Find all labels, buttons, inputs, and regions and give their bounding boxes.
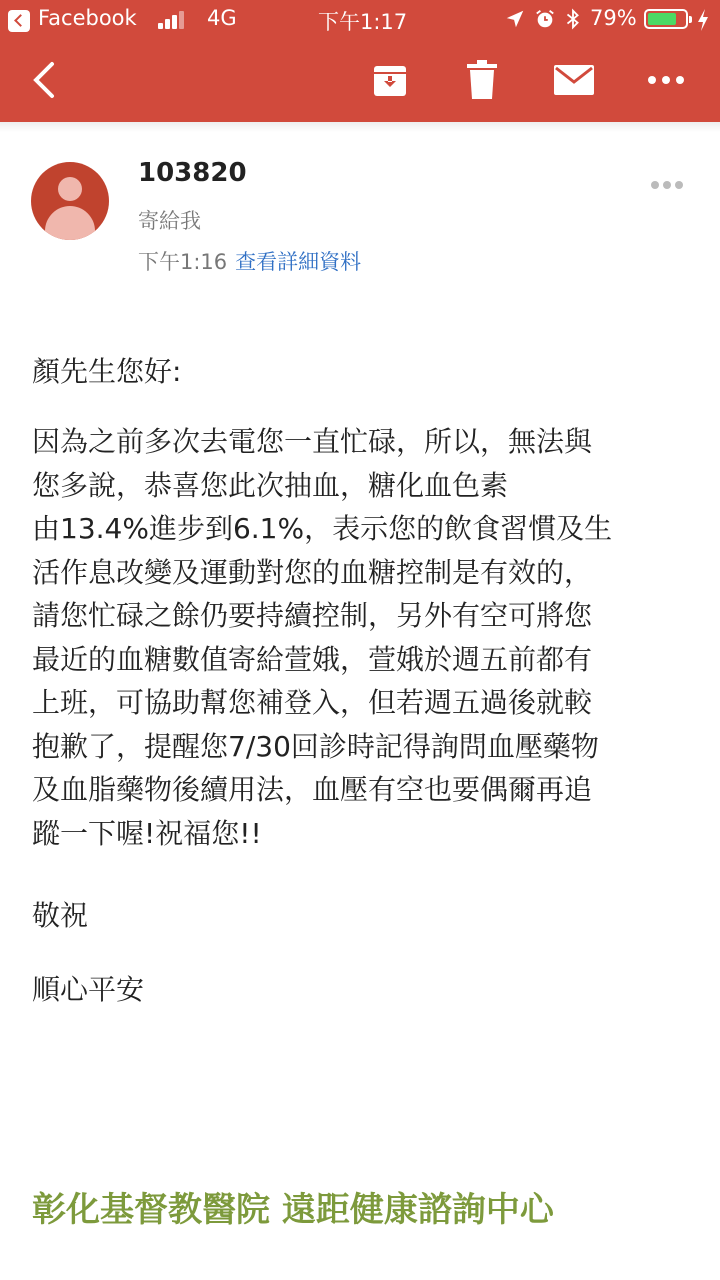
signal-icon bbox=[158, 11, 188, 29]
body-line: 及血脂藥物後續用法，血壓有空也要偶爾再追 bbox=[32, 773, 593, 806]
closing-line-2: 順心平安 bbox=[32, 973, 145, 1006]
signature: 彰化基督教醫院 遠距健康諮詢中心 bbox=[32, 1190, 554, 1230]
more-horizontal-icon[interactable] bbox=[646, 72, 686, 88]
mail-icon[interactable] bbox=[553, 64, 595, 96]
sender-avatar[interactable] bbox=[31, 162, 109, 240]
body-line: 上班，可協助幫您補登入，但若週五過後就較 bbox=[32, 686, 593, 719]
greeting: 顏先生您好: bbox=[32, 355, 182, 388]
trash-icon[interactable] bbox=[465, 60, 499, 100]
body-line: 活作息改變及運動對您的血糖控制是有效的， bbox=[32, 555, 593, 589]
message-time: 下午1:16 bbox=[138, 250, 228, 274]
app-header bbox=[0, 0, 720, 122]
body-line: 蹤一下喔!祝福您!! bbox=[32, 816, 262, 850]
battery-icon bbox=[644, 9, 688, 29]
charging-icon bbox=[696, 8, 710, 32]
back-to-app-icon[interactable] bbox=[8, 10, 30, 32]
header-divider bbox=[0, 122, 720, 132]
back-app-label[interactable]: Facebook bbox=[38, 6, 137, 30]
battery-percent: 79% bbox=[590, 6, 637, 30]
bluetooth-icon bbox=[562, 8, 584, 30]
message-meta bbox=[138, 246, 361, 276]
archive-icon[interactable] bbox=[372, 62, 408, 98]
location-icon bbox=[504, 8, 526, 30]
body-line: 請您忙碌之餘仍要持續控制，另外有空可將您 bbox=[32, 599, 593, 632]
message-more-icon[interactable] bbox=[650, 178, 684, 192]
message-body bbox=[32, 420, 692, 855]
status-time: 下午1:17 bbox=[318, 10, 408, 34]
alarm-icon bbox=[534, 8, 556, 30]
recipient-label: 寄給我 bbox=[138, 209, 201, 233]
network-label: 4G bbox=[207, 6, 237, 30]
view-details-link[interactable]: 查看詳細資料 bbox=[235, 250, 362, 274]
body-line: 您多說，恭喜您此次抽血，糖化血色素 bbox=[32, 468, 509, 502]
closing-line-1: 敬祝 bbox=[32, 899, 89, 932]
body-line: 因為之前多次去電您一直忙碌，所以，無法與 bbox=[32, 425, 593, 458]
status-bar bbox=[0, 0, 720, 40]
sender-name: 103820 bbox=[138, 158, 247, 188]
battery-fill bbox=[648, 13, 676, 25]
back-arrow-icon[interactable] bbox=[28, 60, 58, 100]
body-line: 由13.4%進步到6.1%，表示您的飲食習慣及生 bbox=[32, 512, 613, 545]
body-line: 最近的血糖數值寄給萱娥，萱娥於週五前都有 bbox=[32, 642, 593, 676]
body-line: 抱歉了，提醒您7/30回診時記得詢問血壓藥物 bbox=[32, 729, 599, 763]
